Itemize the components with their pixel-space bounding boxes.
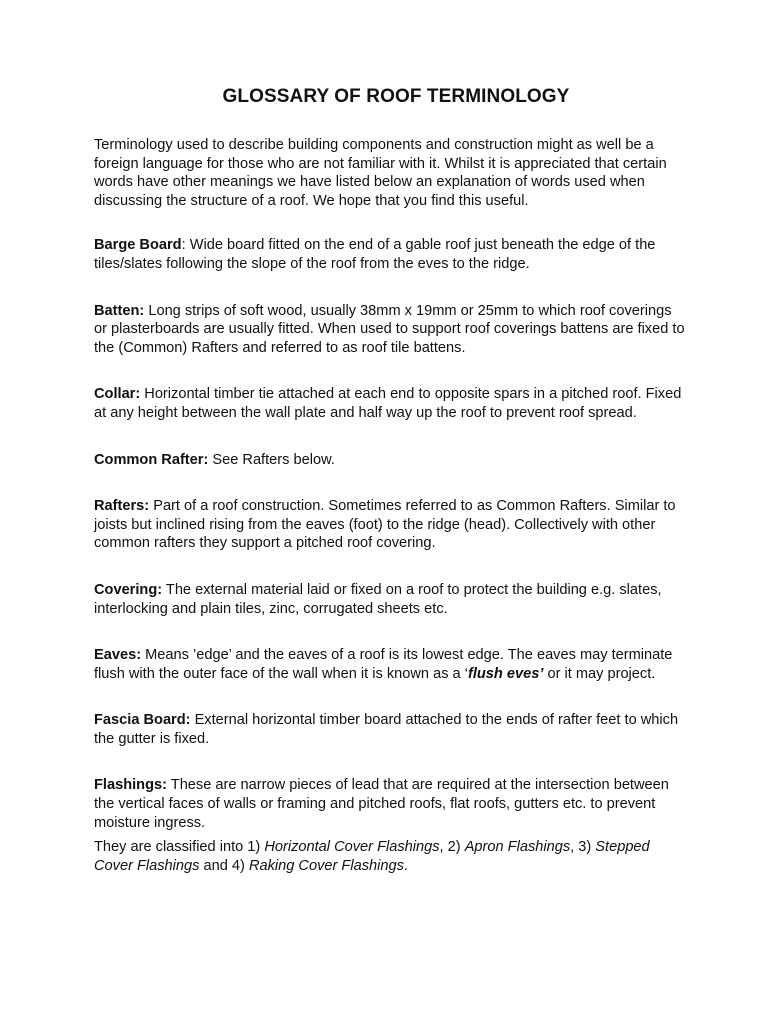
term-covering: Covering: [94,581,163,598]
glossary-entry-collar [94,385,688,422]
flashing-type-raking-cover: Raking Cover Flashings [248,857,404,874]
definition-common-rafter: See Rafters below. [208,451,335,468]
term-common-rafter: Common Rafter: [94,451,209,468]
classification-separator-2: , 2) [439,839,465,856]
eaves-emphasis-flush-eves: flush eves’ [467,665,544,682]
glossary-entry-batten [94,302,688,358]
definition-flashings: These are narrow pieces of lead that are required at the intersection between the vertical faces of walls or framing and pitched roofs, flat roofs, gutters etc. to prevent moisture ingress. [94,777,669,831]
glossary-entry-rafters [94,497,688,553]
glossary-entry-fascia-board [94,711,688,748]
definition-covering: The external material laid or fixed on a roof to protect the building e.g. slates, interlocking and plain tiles, zinc, corrugated sheets etc. [94,581,662,617]
term-batten: Batten: [94,302,145,319]
flashing-type-stepped-cover: Stepped Cover Flashings [94,839,650,874]
term-barge-board: Barge Board [94,237,182,254]
flashing-type-horizontal-cover: Horizontal Cover Flashings [264,839,440,856]
glossary-entry-common-rafter [94,451,688,470]
term-flashings: Flashings: [94,777,167,794]
term-fascia-board: Fascia Board: [94,712,191,729]
definition-collar: Horizontal timber tie attached at each end to opposite spars in a pitched roof. Fixed at any height between the wall plate and half way up the roof to prevent roof spread. [94,386,682,421]
definition-rafters: Part of a roof construction. Sometimes referred to as Common Rafters. Similar to joists but inclined rising from the eaves (foot) to the ridge (head). Collectively with other common rafters they support a pitched roof covering. [94,498,676,552]
page-title: GLOSSARY OF ROOF TERMINOLOGY [222,86,570,107]
definition-fascia-board: External horizontal timber board attached to the ends of rafter feet to which the gutter is fixed. [94,712,679,747]
term-eaves: Eaves: [94,647,142,664]
definition-eaves-part-2: or it may project. [543,665,656,682]
classification-end: . [403,857,408,874]
term-collar: Collar: [94,386,141,403]
flashing-type-apron: Apron Flashings [464,839,571,856]
glossary-entry-covering [94,581,688,618]
glossary-entry-barge-board [94,236,688,273]
definition-eaves-part-1: Means ’edge’ and the eaves of a roof is its lowest edge. The eaves may terminate flush with the outer face of the wall when it is known as a ‘ [94,647,673,682]
classification-separator-3: , 3) [570,839,596,856]
flashings-classification [94,838,688,875]
intro-paragraph: Terminology used to describe building components and construction might as well be a foreign language for those who are not familiar with it. Whilst it is appreciated that certain words have other meanings we have listed below an explanation of words used when discussing the structure of a roof. We hope that you find this useful. [94,137,667,209]
glossary-entry-eaves [94,646,688,683]
classification-prefix: They are classified into 1) [94,839,265,856]
definition-batten: Long strips of soft wood, usually 38mm x 19mm or 25mm to which roof coverings or plasterboards are usually fitted. When used to support roof coverings battens are fixed to the (Common) Rafters and referred to as roof tile battens. [94,302,685,356]
definition-barge-board: : Wide board fitted on the end of a gable roof just beneath the edge of the tiles/slates following the slope of the roof from the eves to the ridge. [94,237,656,272]
term-rafters: Rafters: [94,498,150,515]
glossary-entry-flashings [94,776,688,832]
classification-separator-4: and 4) [199,857,249,874]
